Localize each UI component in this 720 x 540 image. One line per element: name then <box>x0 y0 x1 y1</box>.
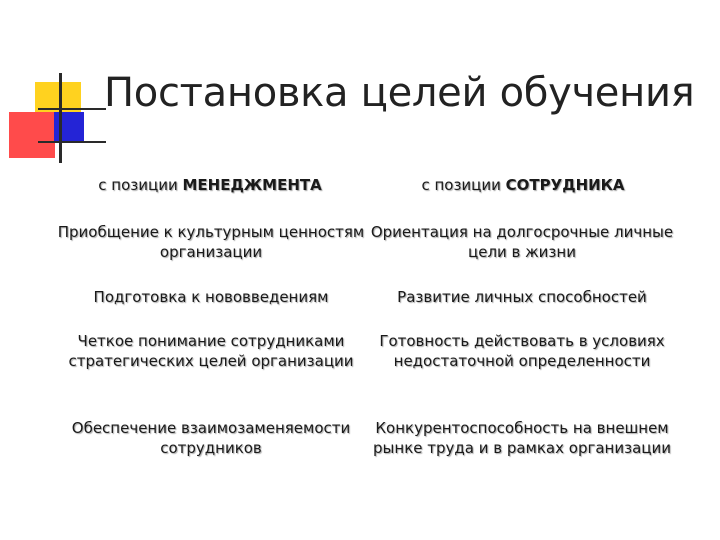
header-keyword: МЕНЕДЖМЕНТА <box>182 176 322 194</box>
horizontal-line-top <box>38 108 106 110</box>
red-square <box>9 112 55 158</box>
employee-goal-2: Развитие личных способностей <box>397 288 647 306</box>
column-header-employee <box>368 176 678 194</box>
employee-goal-4: Конкурентоспособность на внешнем рынке труда и в рамках организации <box>373 419 671 457</box>
header-prefix: с позиции <box>98 176 183 194</box>
header-keyword: СОТРУДНИКА <box>505 176 625 194</box>
column-header-management <box>60 176 360 194</box>
management-goal-4: Обеспечение взаимозаменяемости сотрудников <box>71 419 351 457</box>
slide-title: Постановка целей обучения <box>104 70 695 116</box>
employee-goal-3: Готовность действовать в условиях недостаточной определенности <box>379 332 665 370</box>
management-goal-1: Приобщение к культурным ценностям организации <box>57 223 365 261</box>
employee-goal-1: Ориентация на долгосрочные личные цели в жизни <box>370 223 674 261</box>
horizontal-line-bottom <box>38 141 106 143</box>
header-prefix: с позиции <box>421 176 506 194</box>
vertical-line <box>59 73 62 163</box>
management-goal-2: Подготовка к нововведениям <box>93 288 329 306</box>
corner-ornament-icon <box>0 0 110 170</box>
management-goal-3: Четкое понимание сотрудниками стратегических целей организации <box>68 332 354 370</box>
